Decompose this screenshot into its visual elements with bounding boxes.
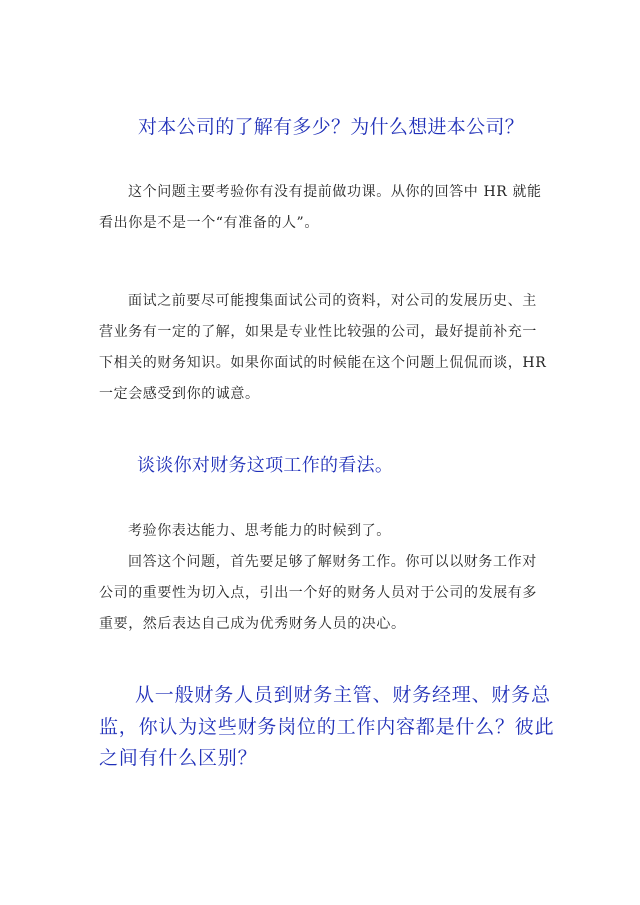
paragraph-line: 这个问题主要考验你有没有提前做功课。从你的回答中 HR 就能 <box>128 184 542 200</box>
paragraph-line: 考验你表达能力、思考能力的时候到了。 <box>128 523 391 539</box>
paragraph-line: 一定会感受到你的诚意。 <box>99 386 260 402</box>
question-heading-finance-view: 谈谈你对财务这项工作的看法。 <box>137 455 394 476</box>
heading-line: 监，你认为这些财务岗位的工作内容都是什么？彼此 <box>99 715 555 738</box>
answer-paragraph-finance-view <box>99 516 554 640</box>
paragraph-line: 看出你是不是一个“有准备的人”。 <box>99 215 319 231</box>
question-heading-company-knowledge: 对本公司的了解有多少？为什么想进本公司？ <box>138 116 525 138</box>
heading-line: 从一般财务人员到财务主管、财务经理、财务总 <box>135 684 551 706</box>
paragraph-line: 下相关的财务知识。如果你面试的时候能在这个问题上侃侃而谈，HR <box>99 355 547 371</box>
heading-line: 之间有什么区别？ <box>99 747 258 769</box>
paragraph-line: 营业务有一定的了解，如果是专业性比较强的公司，最好提前补充一 <box>99 324 537 340</box>
paragraph-line: 回答这个问题，首先要足够了解财务工作。你可以以财务工作对 <box>128 554 537 570</box>
question-heading-finance-roles <box>99 680 559 775</box>
paragraph-line: 公司的重要性为切入点，引出一个好的财务人员对于公司的发展有多 <box>99 585 537 601</box>
paragraph-line: 面试之前要尽可能搜集面试公司的资料，对公司的发展历史、主 <box>128 293 537 309</box>
answer-paragraph-preparation <box>99 177 554 239</box>
answer-paragraph-research <box>99 286 554 410</box>
paragraph-line: 重要，然后表达自己成为优秀财务人员的决心。 <box>99 616 406 632</box>
